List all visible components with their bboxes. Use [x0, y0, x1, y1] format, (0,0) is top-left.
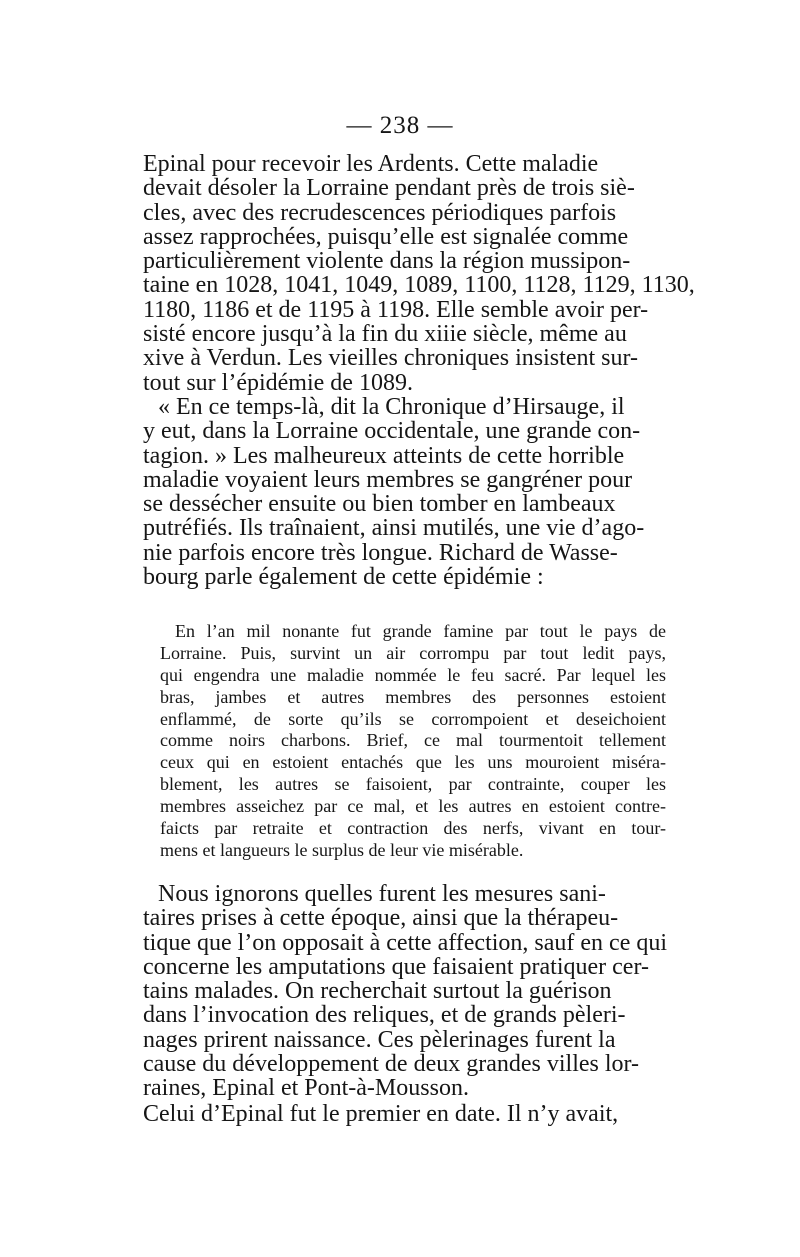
- text-line: « En ce temps-là, dit la Chronique d’Hirsauge, il: [158, 394, 625, 420]
- text-line: tagion. » Les malheureux atteints de cette horrible: [143, 442, 625, 469]
- text-line: 1180, 1186 et de 1195 à 1198. Elle semble avoir per-: [143, 296, 649, 323]
- block-quote: [160, 621, 666, 862]
- paragraph-2: [143, 395, 668, 589]
- quote-line: comme noirs charbons. Brief, ce mal tourmentoit tellement: [160, 730, 666, 751]
- text-line: concerne les amputations que faisaient pratiquer cer-: [143, 953, 649, 980]
- text-line: bourg parle également de cette épidémie :: [143, 564, 544, 591]
- quote-line: mens et langueurs le surplus de leur vie misérable.: [160, 839, 524, 860]
- text-line: cause du développement de deux grandes villes lor-: [143, 1051, 640, 1078]
- text-line: maladie voyaient leurs membres se gangréner pour: [143, 466, 633, 493]
- text-line: y eut, dans la Lorraine occidentale, une grande con-: [143, 418, 641, 445]
- text-line: xive à Verdun. Les vieilles chroniques insistent sur-: [143, 345, 638, 372]
- quote-line: enflammé, de sorte qu’ils se corrompoient et deseichoient: [160, 708, 666, 729]
- text-line: sisté encore jusqu’à la fin du xiiie siècle, même au: [143, 321, 627, 348]
- quote-line: Lorraine. Puis, survint un air corrompu par tout ledit pays,: [160, 642, 666, 663]
- text-line: cles, avec des recrudescences périodiques parfois: [143, 199, 617, 226]
- text-line: Epinal pour recevoir les Ardents. Cette maladie: [143, 151, 599, 177]
- text-line: tique que l’on opposait à cette affection, sauf en ce qui: [143, 929, 668, 956]
- quote-line: faicts par retraite et contraction des nerfs, vivant en tour-: [160, 818, 666, 839]
- quote-line: bras, jambes et autres membres des personnes estoient: [160, 686, 666, 707]
- text-line: Celui d’Epinal fut le premier en date. Il n’y avait,: [143, 1101, 619, 1127]
- page-number: — 238 —: [346, 112, 454, 139]
- text-line: assez rapprochées, puisqu’elle est signalée comme: [143, 223, 629, 250]
- text-line: putréfiés. Ils traînaient, ainsi mutilés, une vie d’ago-: [143, 515, 645, 542]
- text-line: Nous ignorons quelles furent les mesures sani-: [158, 881, 606, 907]
- text-line: tout sur l’épidémie de 1089.: [143, 369, 413, 396]
- quote-line: ceux qui en estoient entachés que les uns mouroient miséra-: [160, 752, 666, 773]
- text-line: dans l’invocation des reliques, et de grands pèleri-: [143, 1002, 626, 1029]
- text-line: se dessécher ensuite ou bien tomber en lambeaux: [143, 491, 616, 518]
- quote-line: qui engendra une maladie nommée le feu sacré. Par lequel les: [160, 664, 666, 685]
- text-line: taires prises à cette époque, ainsi que la thérapeu-: [143, 905, 619, 932]
- text-line: raines, Epinal et Pont-à-Mousson.: [143, 1075, 469, 1102]
- quote-line: En l’an mil nonante fut grande famine par tout le pays de: [175, 621, 666, 641]
- text-line: particulièrement violente dans la région mussipon-: [143, 248, 631, 275]
- text-line: nie parfois encore très longue. Richard de Wasse-: [143, 539, 618, 566]
- paragraph-3: [143, 882, 668, 1101]
- text-line: taine en 1028, 1041, 1049, 1089, 1100, 1128, 1129, 1130,: [143, 272, 695, 299]
- text-line: devait désoler la Lorraine pendant près de trois siè-: [143, 175, 635, 202]
- quote-line: blement, les autres se faisoient, par contrainte, couper les: [160, 774, 666, 795]
- paragraph-4: [143, 1102, 668, 1126]
- quote-line: membres asseichez par ce mal, et les autres en estoient contre-: [160, 796, 666, 817]
- text-line: nages prirent naissance. Ces pèlerinages furent la: [143, 1026, 616, 1053]
- paragraph-1: [143, 151, 695, 396]
- text-line: tains malades. On recherchait surtout la guérison: [143, 978, 612, 1005]
